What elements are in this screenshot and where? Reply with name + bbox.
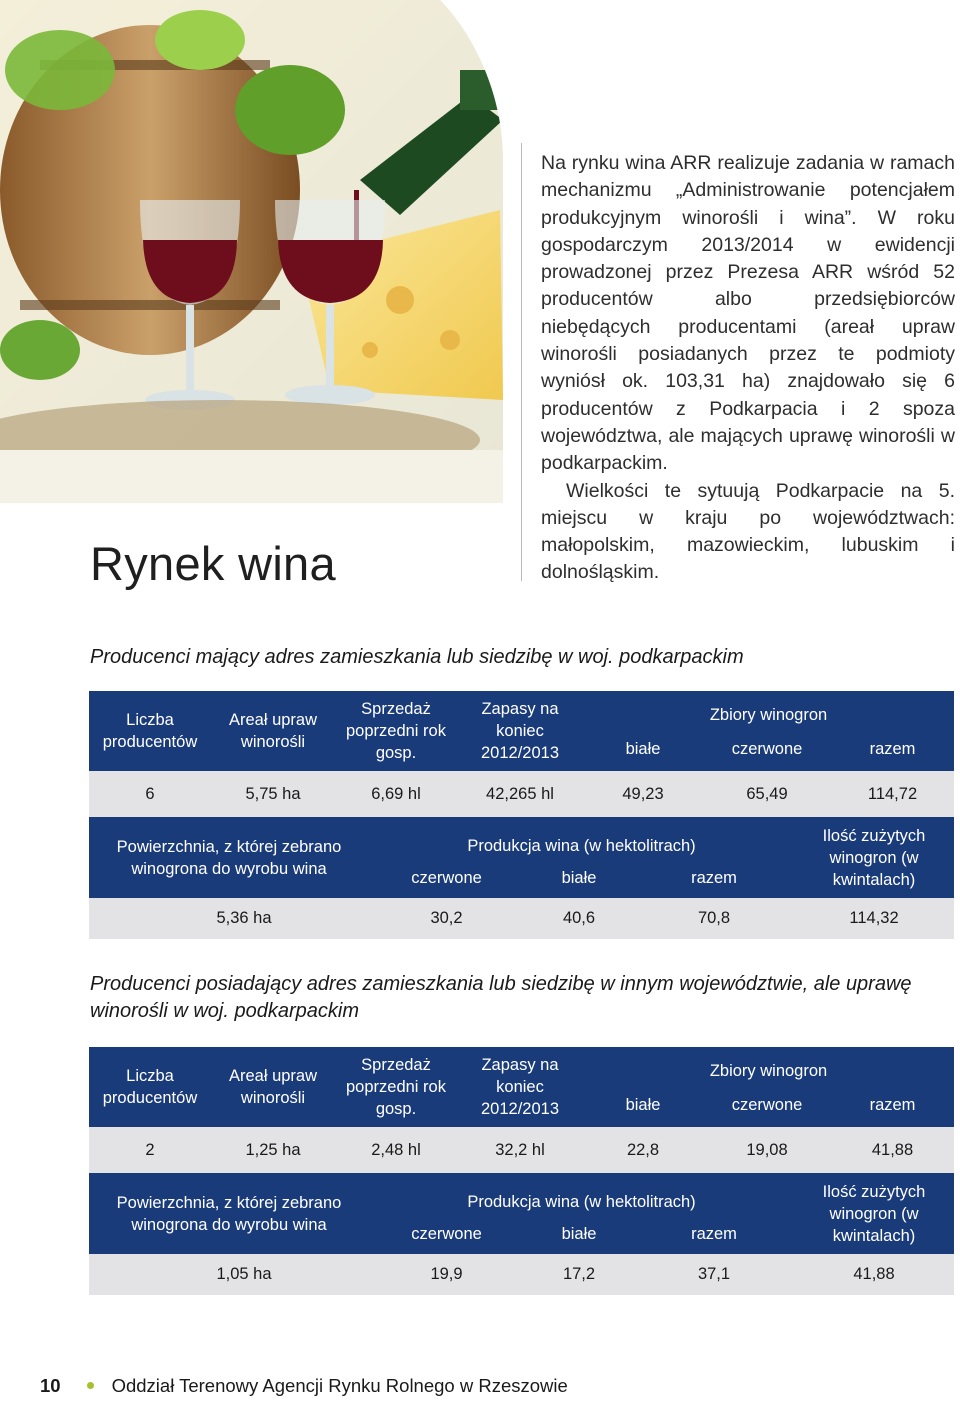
table-row [89, 771, 954, 818]
cell: 30,2 [430, 909, 463, 927]
footer-text: Oddział Terenowy Agencji Rynku Rolnego w Rzeszowie [111, 1375, 568, 1396]
header-sales: Sprzedaż poprzedni rok gosp. [346, 1056, 446, 1118]
table-header-row [89, 817, 954, 857]
cell: 40,6 [562, 909, 596, 927]
section-1-title: Producenci mający adres zamieszkania lub siedzibę w woj. podkarpackim [90, 646, 744, 668]
subheader-total: razem [869, 1095, 916, 1114]
cell: 37,1 [697, 1265, 731, 1283]
subheader-total: razem [691, 1224, 737, 1243]
header-stocks: Zapasy na koniec 2012/2013 [481, 700, 559, 762]
cell: 5,36 ha [216, 909, 272, 927]
table-header-row [89, 691, 954, 726]
header-sales: Sprzedaż poprzedni rok gosp. [346, 700, 446, 762]
cell: 49,23 [622, 785, 664, 803]
cell: 6 [145, 785, 155, 803]
column-divider [521, 143, 522, 581]
cell: 41,88 [853, 1265, 895, 1283]
bullet-dot-icon [87, 1382, 94, 1389]
header-harvested-area: Powierzchnia, z której zebrano winogrona do wyrobu wina [116, 837, 342, 878]
header-grapes-used: Ilość zużytych winogron (w kwintalach) [822, 826, 926, 889]
subheader-white: białe [561, 868, 597, 887]
page-title: Rynek wina [90, 537, 336, 590]
subheader-white: białe [625, 1095, 661, 1114]
cell: 2 [145, 1141, 155, 1159]
subheader-total: razem [869, 739, 916, 758]
header-producer-count: Liczba producentów [102, 711, 198, 751]
page-footer [40, 1375, 568, 1397]
subheader-red: czerwone [411, 868, 482, 887]
header-harvest: Zbiory winogron [709, 1062, 828, 1080]
cell: 114,32 [849, 909, 899, 927]
header-wine-production: Produkcja wina (w hektolitrach) [467, 1193, 696, 1211]
header-harvest: Zbiory winogron [709, 706, 828, 724]
header-harvested-area: Powierzchnia, z której zebrano winogrona do wyrobu wina [116, 1193, 342, 1234]
section-1-table-1 [89, 691, 954, 818]
cell: 6,69 hl [371, 785, 421, 803]
section-2-table-2 [89, 1173, 954, 1295]
page-number: 10 [40, 1375, 61, 1396]
subheader-white: białe [625, 739, 661, 758]
section-2-table-1 [89, 1047, 954, 1174]
cell: 19,08 [746, 1141, 788, 1159]
cell: 19,9 [430, 1265, 463, 1283]
table-row [89, 898, 954, 939]
cell: 65,49 [746, 785, 788, 803]
subheader-red: czerwone [731, 1095, 803, 1114]
section-2-title: Producenci posiadający adres zamieszkania lub siedzibę w innym województwie, ale uprawę winorośli w woj. podkarpackim [90, 973, 912, 1022]
cell: 114,72 [867, 785, 918, 803]
cell: 17,2 [562, 1265, 596, 1283]
cell: 42,265 hl [486, 785, 554, 803]
cell: 2,48 hl [371, 1141, 421, 1159]
table-header-row [89, 1173, 954, 1213]
table-header-row [89, 1047, 954, 1082]
cell: 1,05 ha [216, 1265, 272, 1283]
cell: 70,8 [697, 909, 731, 927]
header-area: Areał upraw winorośli [228, 1067, 318, 1107]
header-producer-count: Liczba producentów [102, 1067, 198, 1107]
cell: 22,8 [626, 1141, 660, 1159]
cell: 41,88 [871, 1141, 914, 1159]
header-area: Areał upraw winorośli [228, 711, 318, 751]
intro-paragraph-1: Na rynku wina ARR realizuje zadania w ramach mechanizmu „Administrowanie potencjałem produkcyjnym winorośli i wina”. W roku gospodarczym 2013/2014 w ewidencji prowadzonej przez Prezesa ARR wśród 52 producentów albo przedsiębiorców niebędących producentami (areał upraw winorośli posiadanych przez te podmioty wyniósł ok. 103,31 ha) znajdowało się 6 producentów z Podkarpacia i 2 spoza województwa, ale mających uprawę winorośli w podkarpackim. [541, 152, 955, 475]
table-row [89, 1127, 954, 1174]
cell: 1,25 ha [245, 1141, 301, 1159]
header-wine-production: Produkcja wina (w hektolitrach) [467, 837, 696, 855]
subheader-total: razem [691, 868, 737, 887]
wine-photo [0, 0, 503, 503]
section-1-table-2 [89, 817, 954, 939]
header-grapes-used: Ilość zużytych winogron (w kwintalach) [822, 1182, 926, 1245]
intro-text [541, 150, 955, 587]
header-stocks: Zapasy na koniec 2012/2013 [481, 1056, 559, 1118]
subheader-red: czerwone [411, 1224, 482, 1243]
subheader-white: białe [561, 1224, 597, 1243]
table-row [89, 1254, 954, 1295]
cell: 5,75 ha [245, 785, 301, 803]
cell: 32,2 hl [495, 1141, 545, 1159]
intro-paragraph-2: Wielkości te sytuują Podkarpacie na 5. miejscu w kraju po województwach: małopolskim, mazowieckim, lubuskim i dolnośląskim. [541, 479, 955, 584]
subheader-red: czerwone [731, 739, 803, 758]
